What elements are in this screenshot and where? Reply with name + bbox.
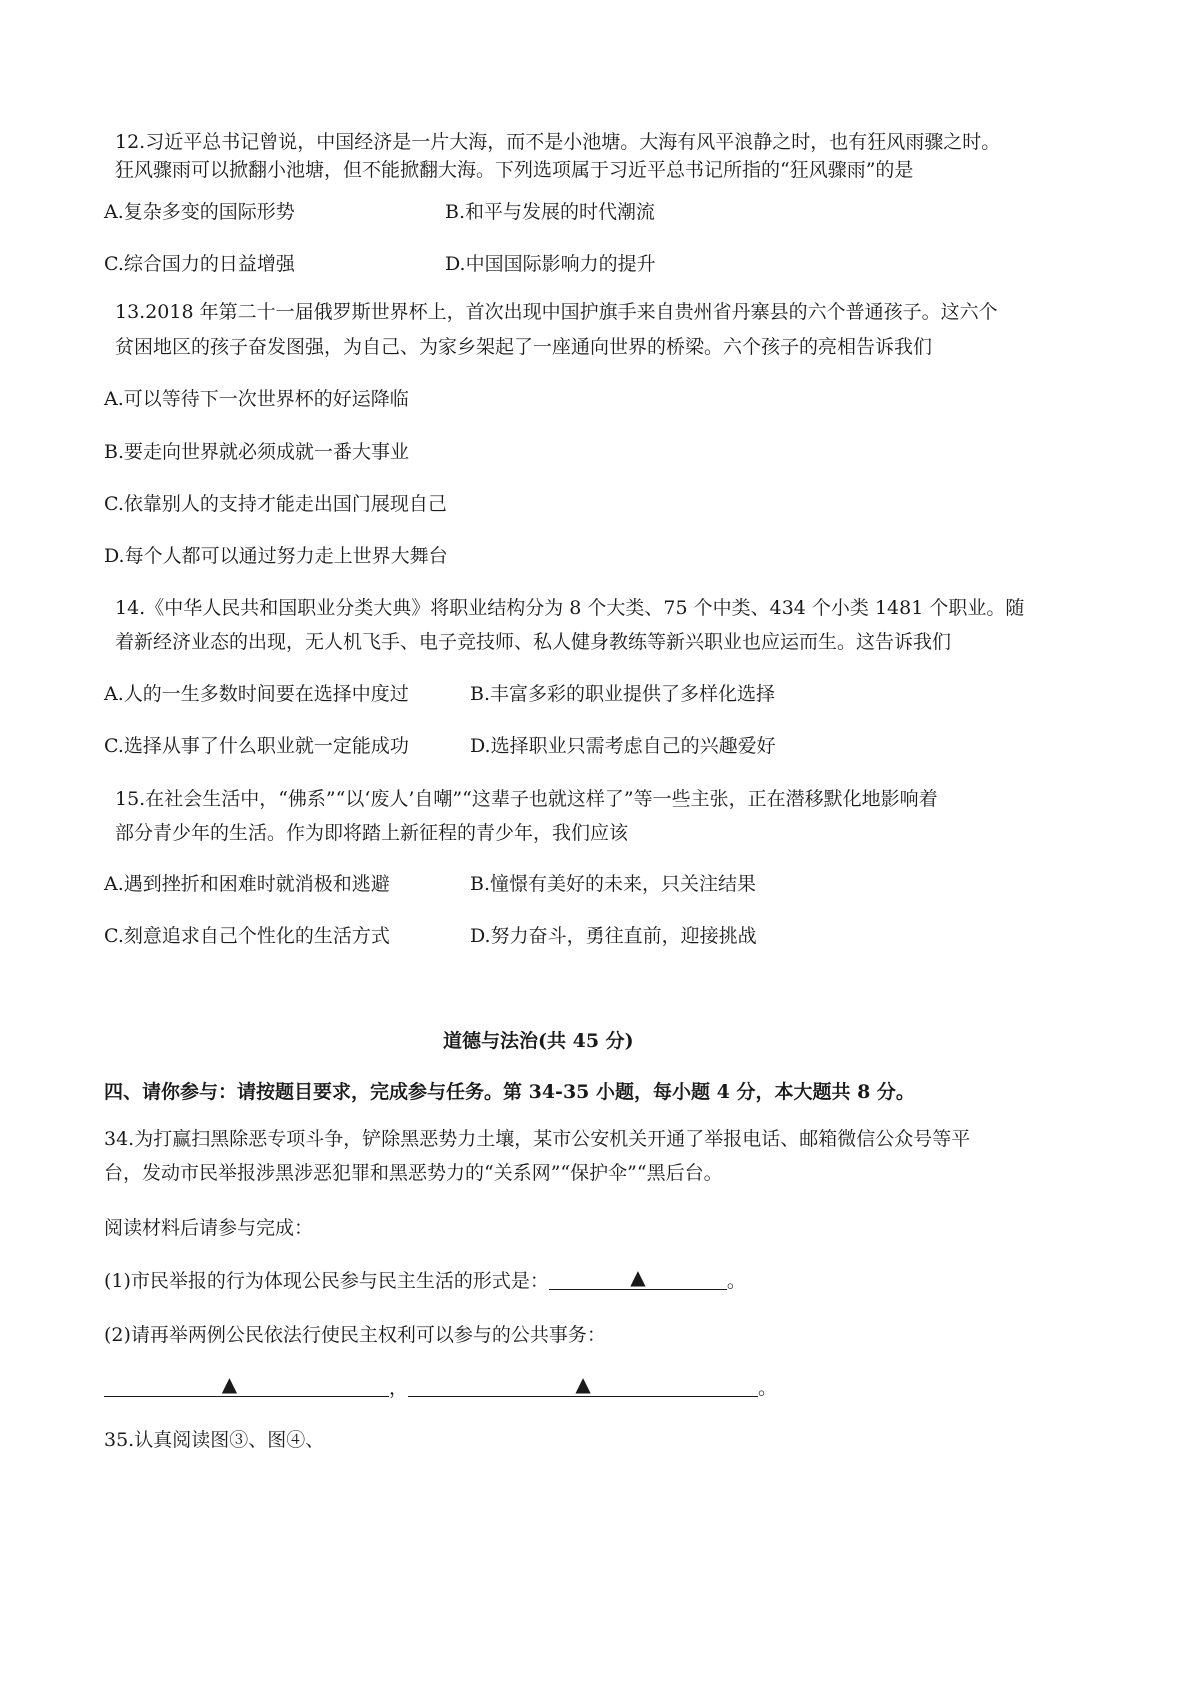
q34-sub1 [104,1267,746,1294]
q34-sub2: (2)请再举两例公民依法行使民主权利可以参与的公共事务： [104,1324,606,1346]
q14-option-c: C.选择从事了什么职业就一定能成功 [104,735,409,757]
q34-sub2-period: 。 [758,1377,778,1399]
q15-option-a: A.遇到挫折和困难时就消极和逃避 [104,873,390,895]
q15-option-c: C.刻意追求自己个性化的生活方式 [104,925,390,947]
triangle-marker-icon: ▲ [221,1372,238,1396]
q13-stem-line1: 13.2018 年第二十一届俄罗斯世界杯上，首次出现中国护旗手来自贵州省丹寨县的六个普通孩子。这六个 [115,301,998,323]
q14-stem-line1: 14.《中华人民共和国职业分类大典》将职业结构分为 8 个大类、75 个中类、434 个小类 1481 个职业。随 [115,597,1025,619]
q34-stem-line1: 34.为打赢扫黑除恶专项斗争，铲除黑恶势力土壤，某市公安机关开通了举报电话、邮箱微信公众号等平 [104,1128,971,1150]
q13-option-b: B.要走向世界就必须成就一番大事业 [104,441,410,463]
q15-option-d: D.努力奋斗，勇往直前，迎接挑战 [470,925,757,947]
q14-option-d: D.选择职业只需考虑自己的兴趣爱好 [470,735,776,757]
q12-option-c: C.综合国力的日益增强 [104,253,295,275]
q15-stem-line2: 部分青少年的生活。作为即将踏上新征程的青少年，我们应该 [115,822,629,844]
triangle-marker-icon: ▲ [630,1265,646,1289]
q34-sub2-answers [104,1374,777,1401]
q12-option-b: B.和平与发展的时代潮流 [445,201,656,223]
q35-stem-line1: 35.认真阅读图③、图④、 [104,1429,325,1451]
q15-option-b: B.憧憬有美好的未来，只关注结果 [470,873,757,895]
q14-option-a: A.人的一生多数时间要在选择中度过 [104,683,409,705]
q34-sub2-blank-2[interactable] [408,1374,758,1397]
q15-stem-line1: 15.在社会生活中，“佛系”“以‘废人’自嘲”“这辈子也就这样了”等一些主张，正在潜移默化地影响着 [115,788,938,810]
q14-option-b: B.丰富多彩的职业提供了多样化选择 [470,683,776,705]
q34-stem-line2: 台，发动市民举报涉黑涉恶犯罪和黑恶势力的“关系网”“保护伞”“黑后台。 [104,1162,723,1184]
q34-instruction: 阅读材料后请参与完成： [104,1217,314,1239]
q12-option-a: A.复杂多变的国际形势 [104,201,295,223]
q34-sub1-text: (1)市民举报的行为体现公民参与民主生活的形式是： [104,1270,549,1292]
q14-stem-line2: 着新经济业态的出现，无人机飞手、电子竞技师、私人健身教练等新兴职业也应运而生。这告诉我们 [115,631,952,653]
triangle-marker-icon: ▲ [575,1372,591,1396]
section-title: 道德与法治(共 45 分) [443,1030,634,1052]
q34-sub2-blank-1[interactable] [104,1374,389,1397]
q12-stem-line1: 12.习近平总书记曾说，中国经济是一片大海，而不是小池塘。大海有风平浪静之时，也有狂风雨骤之时。 [115,131,1001,153]
q12-stem-line2: 狂风骤雨可以掀翻小池塘，但不能掀翻大海。下列选项属于习近平总书记所指的“狂风骤雨”的是 [115,159,914,181]
q13-option-d: D.每个人都可以通过努力走上世界大舞台 [104,545,448,567]
q34-sub1-period: 。 [726,1270,746,1292]
q13-option-c: C.依靠别人的支持才能走出国门展现自己 [104,493,447,515]
part4-heading: 四、请你参与：请按题目要求，完成参与任务。第 34-35 小题，每小题 4 分，本大题共 8 分。 [104,1081,915,1103]
q13-option-a: A.可以等待下一次世界杯的好运降临 [104,388,409,410]
q13-stem-line2: 贫困地区的孩子奋发图强，为自己、为家乡架起了一座通向世界的桥梁。六个孩子的亮相告诉我们 [115,336,933,358]
q34-sub1-blank[interactable] [549,1267,727,1290]
q34-sub2-comma: ， [389,1377,409,1399]
q12-option-d: D.中国国际影响力的提升 [445,253,656,275]
